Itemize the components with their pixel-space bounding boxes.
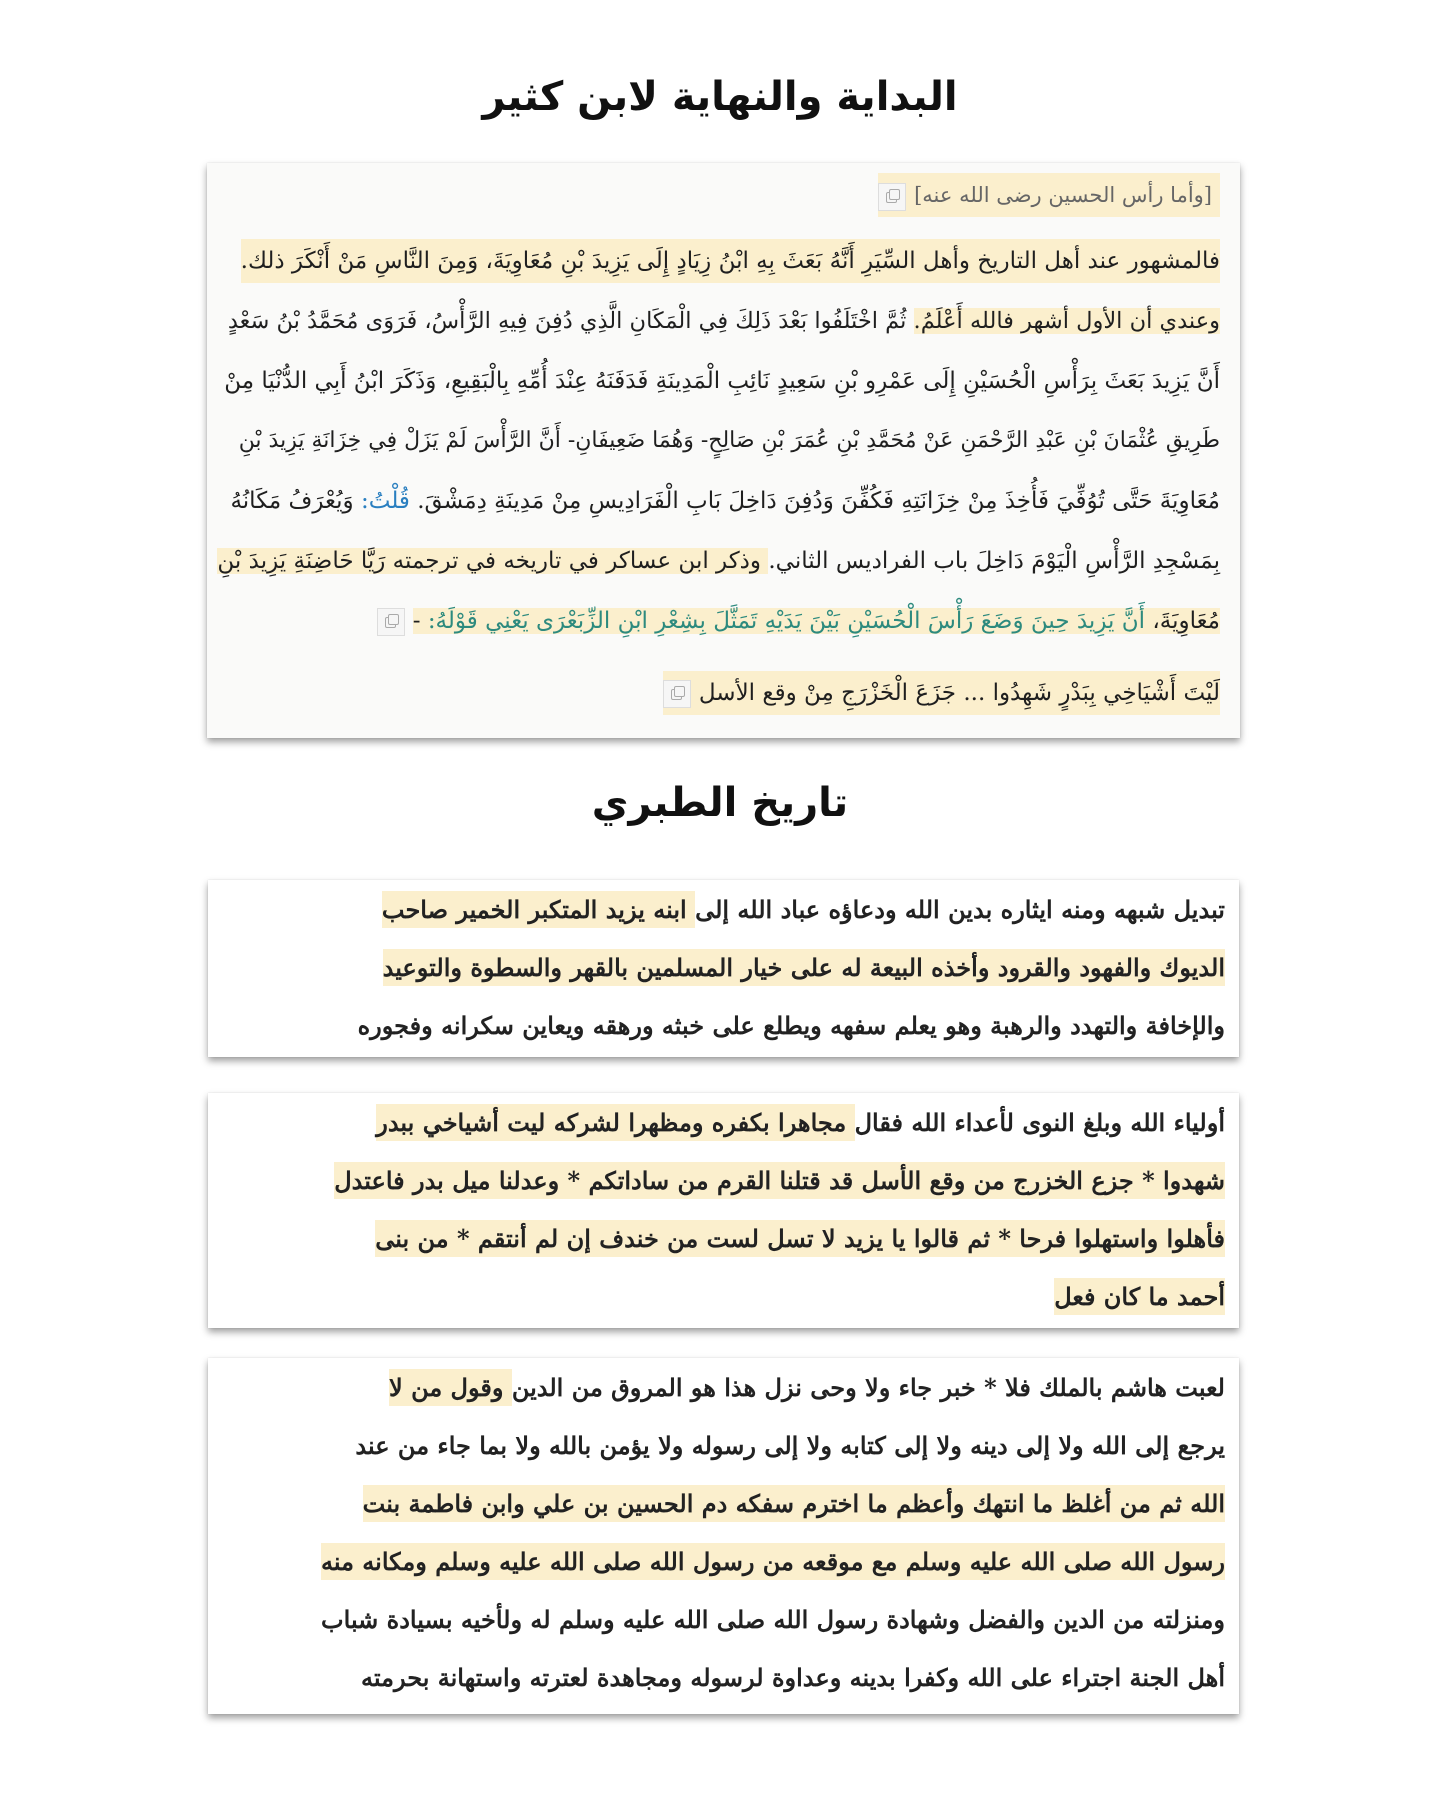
copy-icon[interactable] <box>878 183 906 211</box>
text-line: أولياء الله وبلغ النوى لأعداء الله فقال مجاهرا بكفره ومظهرا لشركه ليت أشياخي ببدر <box>376 1097 1225 1149</box>
text-line: والإخافة والتهدد والرهبة وهو يعلم سفهه ويطلع على خبثه ورهقه ويعاين سكرانه وفجوره <box>357 1011 1225 1040</box>
text-line: فأهلوا واستهلوا فرحا * ثم قالوا يا يزيد لا تسل لست من خندف إن لم أنتقم * من بنى <box>375 1213 1225 1265</box>
heading-book1: البداية والنهاية لابن كثير <box>482 74 958 120</box>
text-line: رسول الله صلى الله عليه وسلم مع موقعه من رسول الله صلى الله عليه وسلم ومكانه منه <box>321 1536 1225 1588</box>
text-line: أَنَّ يَزِيدَ بَعَثَ بِرَأْسِ الْحُسَيْنِ إِلَى عَمْرِو بْنِ سَعِيدٍ نَائِبِ الْمَدِينَةِ فَدَفَنَهُ عِنْدَ أُمِّهِ بِالْبَقِيعِ، وَذَكَرَ ابْنُ أَبِي الدُّنْيَا مِنْ <box>224 368 1220 394</box>
poem-line: لَيْتَ أَشْيَاخِي بِبَدْرٍ شَهِدُوا ... جَزَعَ الْخَزْرَجِ مِنْ وقع الأسل <box>663 671 1220 715</box>
tabari-page-3 <box>208 1358 1239 1714</box>
text-line: شهدوا * جزع الخزرج من وقع الأسل قد قتلنا القرم من ساداتكم * وعدلنا ميل بدر فاعتدل <box>334 1155 1225 1207</box>
copy-icon[interactable] <box>663 680 691 708</box>
text-line: ومنزلته من الدين والفضل وشهادة رسول الله صلى الله عليه وسلم له ولأخيه بسيادة شباب <box>321 1605 1225 1634</box>
text-line: الديوك والفهود والقرود وأخذه البيعة له على خيار المسلمين بالقهر والسطوة والتوعيد <box>383 942 1225 994</box>
text-line: فالمشهور عند أهل التاريخ وأهل السِّيَرِ أَنَّهُ بَعَثَ بِهِ ابْنُ زِيَادٍ إِلَى يَزِيدَ بْنِ مُعَاوِيَةَ، وَمِنَ النَّاسِ مَنْ أَنْكَرَ ذلك. <box>241 239 1220 283</box>
section-title: [وأما رأس الحسين رضى الله عنه] <box>914 183 1212 207</box>
text-line: بِمَسْجِدِ الرَّأْسِ الْيَوْمَ دَاخِلَ باب الفراديس الثاني. وذكر ابن عساكر في تاريخه في ترجمته رَيَّا حَاضِنَةِ يَزِيدَ بْنِ <box>217 548 1220 574</box>
text-line: مُعَاوِيَةَ حَتَّى تُوُفِّيَ فَأُخِذَ مِنْ خِزَانَتِهِ فَكُفِّنَ وَدُفِنَ دَاخِلَ بَابِ الْفَرَادِيسِ مِنْ مَدِينَةِ دِمَشْقَ. قُلْتُ: وَيُعْرَفُ مَكَانُهُ <box>230 488 1220 514</box>
text-line: يرجع إلى الله ولا إلى دينه ولا إلى كتابه ولا إلى رسوله ولا يؤمن بالله ولا بما جاء من عند <box>355 1431 1225 1460</box>
heading-book2: تاريخ الطبري <box>591 780 849 826</box>
text-line: لعبت هاشم بالملك فلا * خبر جاء ولا وحى نزل هذا هو المروق من الدين وقول من لا <box>389 1362 1225 1414</box>
text-line: تبديل شبهه ومنه ايثاره بدين الله ودعاؤه عباد الله إلى ابنه يزيد المتكبر الخمير صاحب <box>382 884 1225 936</box>
book1-excerpt-panel <box>207 163 1240 738</box>
text-line: أهل الجنة اجتراء على الله وكفرا بدينه وعداوة لرسوله ومجاهدة لعترته واستهانة بحرمته <box>361 1663 1225 1692</box>
tabari-page-1 <box>208 880 1239 1057</box>
copy-icon[interactable] <box>377 608 405 636</box>
text-line: وعندي أن الأول أشهر فالله أَعْلَمُ. ثُمَّ اخْتَلَفُوا بَعْدَ ذَلِكَ فِي الْمَكَانِ الَّذِي دُفِنَ فِيهِ الرَّأْسُ، فَرَوَى مُحَمَّدُ بْنُ سَعْدٍ <box>227 308 1220 334</box>
text-line: طَرِيقِ عُثْمَانَ بْنِ عَبْدِ الرَّحْمَنِ عَنْ مُحَمَّدِ بْنِ عُمَرَ بْنِ صَالِحٍ- وَهُمَا ضَعِيفَانِ- أَنَّ الرَّأْسَ لَمْ يَزَلْ فِي خِزَانَةِ يَزِيدَ بْنِ <box>238 428 1220 453</box>
text-line: أحمد ما كان فعل <box>1054 1271 1225 1323</box>
section-title-line <box>878 173 1220 217</box>
note-marker: قُلْتُ: <box>360 488 410 514</box>
text-line: مُعَاوِيَةَ، أَنَّ يَزِيدَ حِينَ وَضَعَ رَأْسَ الْحُسَيْنِ بَيْنَ يَدَيْهِ تَمَثَّلَ بِشِعْرِ ابْنِ الزِّبَعْرَى يَعْنِي قَوْلَهُ: - <box>377 599 1220 643</box>
text-line: الله ثم من أغلظ ما انتهك وأعظم ما اخترم سفكه دم الحسين بن علي وابن فاطمة بنت <box>363 1478 1225 1530</box>
tabari-page-2 <box>208 1093 1239 1328</box>
